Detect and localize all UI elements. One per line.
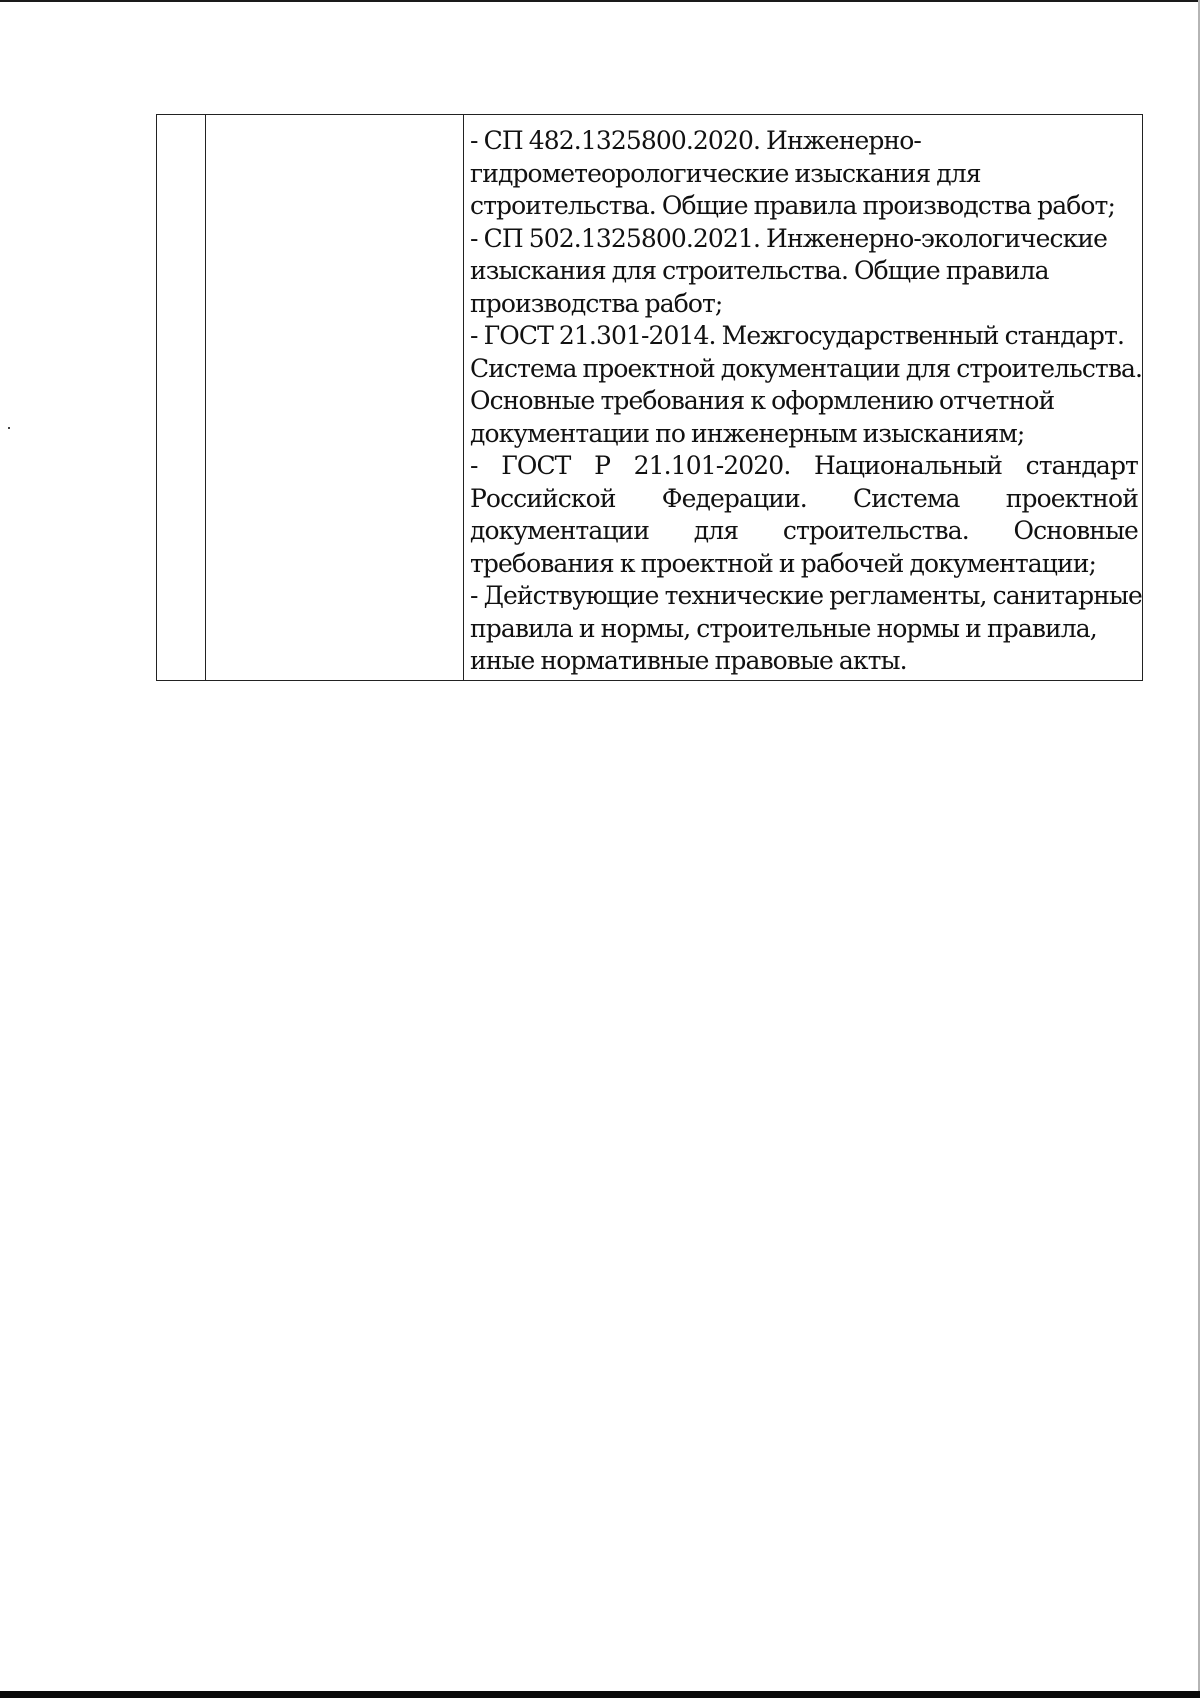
text-line: правила и нормы, строительные нормы и правила, [470, 613, 1097, 643]
standard-item-sp-502 [470, 223, 1138, 321]
text-line: иные нормативные правовые акты. [470, 646, 907, 675]
text-line: изыскания для строительства. Общие правила [470, 256, 1049, 285]
text-line: - СП 482.1325800.2020. Инженерно- [470, 126, 921, 155]
word: строительства. [782, 516, 969, 545]
text-line: Основные требования к оформлению отчетной [470, 386, 1055, 415]
text-line: - Действующие технические регламенты, санитарные [470, 581, 1142, 610]
text-line-justified [470, 450, 1138, 483]
text-line: - СП 502.1325800.2021. Инженерно-экологические [470, 223, 1107, 253]
text-line-justified [470, 515, 1138, 548]
word: Р [594, 451, 611, 480]
word: Основные [1013, 516, 1138, 545]
cell-standards-list [464, 115, 1143, 681]
word: 21.101-2020. [633, 451, 791, 480]
word: стандарт [1025, 451, 1138, 480]
standard-item-gost-r-21-101 [470, 450, 1138, 580]
word: Федерации. [661, 483, 807, 513]
word: документации [470, 516, 650, 545]
text-line: производства работ; [470, 288, 723, 318]
cell-number [157, 115, 206, 681]
table-row [157, 115, 1143, 681]
text-line: гидрометеорологические изыскания для [470, 158, 981, 188]
text-line: - ГОСТ 21.301-2014. Межгосударственный стандарт. [470, 321, 1124, 350]
text-line: строительства. Общие правила производства работ; [470, 191, 1115, 220]
requirements-table [156, 114, 1143, 681]
word: для [693, 516, 739, 545]
text-line: Система проектной документации для строительства. [470, 353, 1143, 383]
text-line: требования к проектной и рабочей документации; [470, 548, 1097, 578]
scan-edge-bottom [0, 1691, 1200, 1698]
word: Система [853, 483, 960, 513]
word: Российской [470, 483, 616, 513]
text-line-justified [470, 483, 1138, 516]
standard-item-regulations [470, 580, 1142, 678]
scan-edge-top [0, 0, 1200, 2]
cell-name [206, 115, 464, 681]
scan-speck [8, 427, 10, 429]
word: - [470, 451, 478, 480]
word: Национальный [814, 451, 1002, 480]
word: проектной [1005, 483, 1138, 513]
standard-item-gost-21-301 [470, 320, 1143, 450]
word: ГОСТ [501, 451, 571, 480]
standard-item-sp-482 [470, 125, 1138, 223]
text-line: документации по инженерным изысканиям; [470, 418, 1025, 448]
